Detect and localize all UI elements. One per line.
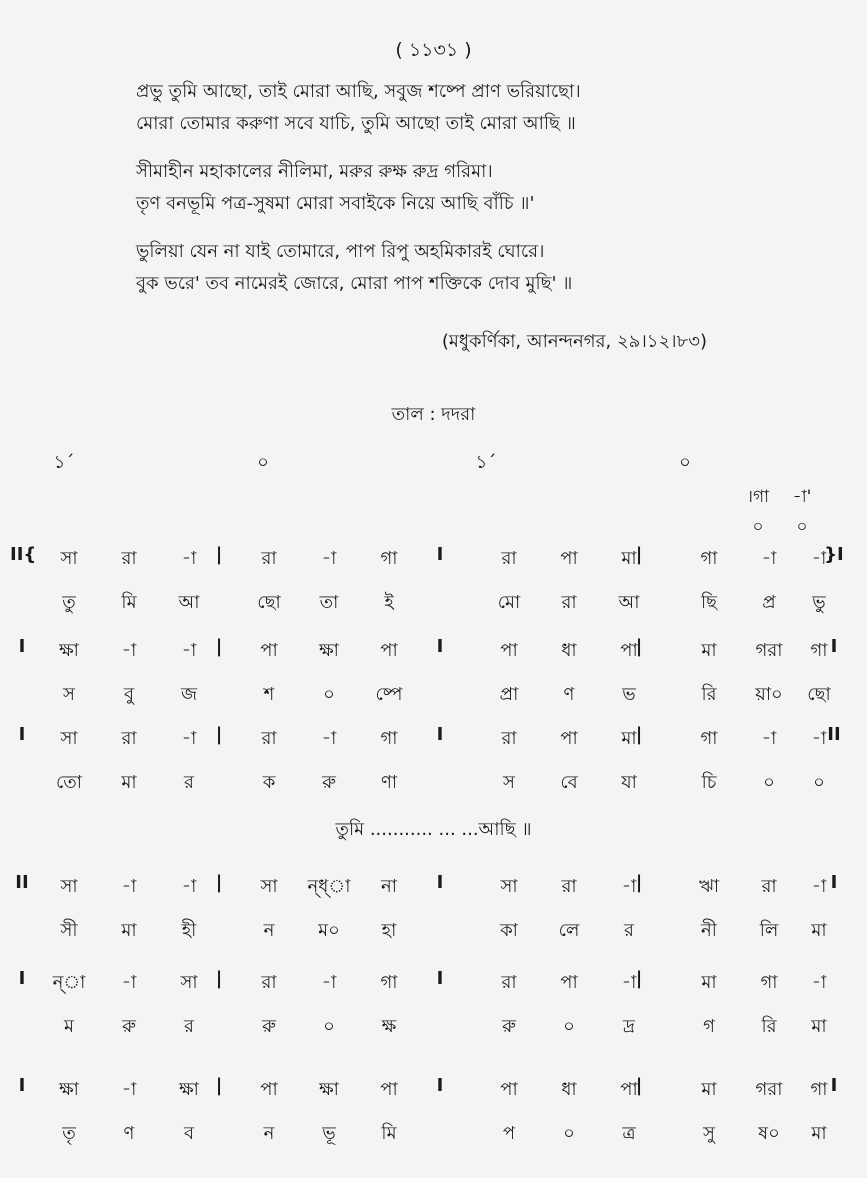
syllable-cell: মা <box>811 920 827 941</box>
syllable-cell: রা <box>561 592 577 613</box>
beat-mark: ১´ <box>475 452 497 473</box>
bar-line: | <box>635 968 643 989</box>
lyric-line: তৃণ বনভূমি পত্র-সুষমা মোরা সবাইকে নিয়ে আছি বাঁচি ॥' <box>136 193 535 214</box>
notation-row <box>0 636 867 670</box>
note-cell: গা <box>810 1079 828 1100</box>
page-number: ( ১১৩১ ) <box>395 39 472 61</box>
syllable-cell: ছো <box>257 592 281 613</box>
syllable-cell: চি <box>701 772 717 793</box>
syllable-cell: ক্ষ <box>381 1016 397 1037</box>
note-cell: পা <box>380 640 398 661</box>
syllable-cell: ০ <box>563 1016 575 1037</box>
syllable-cell: রি <box>701 684 717 705</box>
syllable-cell: ণ <box>123 1123 135 1144</box>
note-cell: গরা <box>755 640 783 661</box>
syllable-cell: ষ্পে <box>375 684 403 705</box>
note-cell: রা <box>121 728 137 749</box>
syllable-cell: ই <box>384 592 394 613</box>
note-cell: রা <box>261 548 277 569</box>
note-cell: -া <box>811 728 827 749</box>
note-cell: ক্ষা <box>319 640 339 661</box>
start-bar: I <box>18 968 26 989</box>
end-bar: I <box>830 636 838 657</box>
syllable-cell: ন <box>263 920 275 941</box>
pickup-syllable: ০ <box>796 517 808 537</box>
lyric-line: মোরা তোমার করুণা সবে যাচি, তুমি আছো তাই মোরা আছি ॥ <box>136 113 576 134</box>
syllable-row <box>0 1012 867 1046</box>
syllable-cell: মা <box>121 772 137 793</box>
bar-line: I <box>436 1075 444 1096</box>
note-cell: পা <box>560 972 578 993</box>
note-cell: গা <box>810 640 828 661</box>
syllable-cell: রু <box>322 772 336 793</box>
syllable-cell: সী <box>60 920 78 941</box>
syllable-cell: ণ <box>563 684 575 705</box>
note-cell: রা <box>121 548 137 569</box>
note-cell: ক্ষা <box>59 1079 79 1100</box>
notation-row <box>0 724 867 758</box>
lyric-line: ভুলিয়া যেন না যাই তোমারে, পাপ রিপু অহমিকারই ঘোরে। <box>136 241 545 262</box>
syllable-cell: মি <box>121 592 137 613</box>
tala-title: তাল : দদরা <box>391 404 476 425</box>
note-cell: -া <box>121 640 137 661</box>
end-bar: I <box>830 1075 838 1096</box>
end-bar: I <box>830 872 838 893</box>
syllable-row <box>0 916 867 950</box>
note-cell: -া <box>811 972 827 993</box>
note-cell: -া <box>181 640 197 661</box>
syllable-cell: তো <box>55 772 83 793</box>
note-cell: মা <box>701 1079 717 1100</box>
note-cell: ন্ধ্া <box>307 876 351 897</box>
note-cell: পা <box>620 1079 638 1100</box>
bar-line: | <box>635 872 643 893</box>
notation-row <box>0 872 867 906</box>
bar-line: | <box>215 544 223 565</box>
syllable-cell: হী <box>181 920 197 941</box>
note-cell: গা <box>380 548 398 569</box>
bar-line: | <box>635 636 643 657</box>
syllable-cell: নী <box>701 920 717 941</box>
note-cell: -া <box>811 548 827 569</box>
source-credit: (মধুকর্ণিকা, আনন্দনগর, ২৯।১২।৮৩) <box>441 331 707 352</box>
notation-row <box>0 968 867 1002</box>
note-cell: -া <box>321 972 337 993</box>
note-cell: ক্ষা <box>319 1079 339 1100</box>
syllable-cell: ছো <box>807 684 831 705</box>
syllable-cell: তৃ <box>62 1123 76 1144</box>
note-cell: -া <box>121 1079 137 1100</box>
start-bar: I <box>18 724 26 745</box>
note-cell: ধা <box>561 1079 577 1100</box>
note-cell: পা <box>380 1079 398 1100</box>
note-cell: রা <box>261 728 277 749</box>
syllable-cell: যা <box>621 772 637 793</box>
syllable-cell: মো <box>497 592 521 613</box>
start-bar: I <box>18 636 26 657</box>
syllable-cell: প <box>502 1123 516 1144</box>
beat-mark: ১´ <box>53 452 75 473</box>
note-cell: ঋা <box>698 876 720 897</box>
syllable-cell: কা <box>500 920 518 941</box>
syllable-cell: লে <box>558 920 580 941</box>
note-cell: -া <box>321 728 337 749</box>
syllable-cell: ণা <box>380 772 398 793</box>
note-cell: -া <box>181 876 197 897</box>
note-cell: গা <box>380 728 398 749</box>
syllable-cell: স <box>63 684 75 705</box>
note-cell: -া <box>181 548 197 569</box>
syllable-cell: বে <box>560 772 578 793</box>
note-cell: -া <box>121 972 137 993</box>
syllable-cell: ক <box>262 772 276 793</box>
syllable-cell: আ <box>178 592 200 613</box>
note-cell: গা <box>700 548 718 569</box>
syllable-cell: আ <box>618 592 640 613</box>
note-cell: পা <box>500 1079 518 1100</box>
note-cell: পা <box>500 640 518 661</box>
bar-line: | <box>215 968 223 989</box>
syllable-cell: মা <box>121 920 137 941</box>
bar-line: I <box>436 724 444 745</box>
syllable-cell: র <box>184 772 194 793</box>
syllable-cell: তু <box>62 592 76 613</box>
note-cell: পা <box>260 1079 278 1100</box>
syllable-cell: দ্র <box>623 1016 635 1037</box>
refrain-line: তুমি ........... ... ...আছি ॥ <box>335 819 532 840</box>
note-cell: মা <box>701 640 717 661</box>
note-cell: রা <box>501 728 517 749</box>
syllable-cell: লি <box>759 920 779 941</box>
syllable-cell: ছি <box>700 592 718 613</box>
beat-mark: ০ <box>257 452 269 473</box>
note-cell: ধা <box>561 640 577 661</box>
bar-line: | <box>215 636 223 657</box>
note-cell: সা <box>60 876 78 897</box>
note-cell: রা <box>501 548 517 569</box>
syllable-row <box>0 1119 867 1153</box>
syllable-cell: বু <box>123 684 135 705</box>
syllable-cell: প্রা <box>499 684 519 705</box>
note-cell: পা <box>560 728 578 749</box>
syllable-cell: শ <box>263 684 275 705</box>
pickup-note: ।গা <box>746 487 770 507</box>
notation-row <box>0 1075 867 1109</box>
note-cell: রা <box>561 876 577 897</box>
note-cell: সা <box>60 728 78 749</box>
lyric-line: বুক ভরে' তব নামেরই জোরে, মোরা পাপ শক্তিকে দোব মুছি' ॥ <box>136 273 573 294</box>
bar-line: I <box>436 968 444 989</box>
syllable-cell: য়া০ <box>755 684 783 705</box>
note-cell: রা <box>261 972 277 993</box>
note-cell: গরা <box>755 1079 783 1100</box>
syllable-cell: ষ০ <box>758 1123 780 1144</box>
lyrics-block <box>136 76 736 300</box>
note-cell: গা <box>700 728 718 749</box>
note-cell: গা <box>760 972 778 993</box>
start-bar: II{ <box>10 544 37 565</box>
syllable-row <box>0 680 867 714</box>
notation-row <box>0 544 867 578</box>
note-cell: মা <box>701 972 717 993</box>
syllable-cell: ম <box>64 1016 74 1037</box>
syllable-cell: জ <box>180 684 198 705</box>
note-cell: পা <box>560 548 578 569</box>
bar-line: | <box>215 1075 223 1096</box>
bar-line: I <box>436 872 444 893</box>
syllable-cell: ব <box>183 1123 195 1144</box>
syllable-cell: ন <box>263 1123 275 1144</box>
start-bar: II <box>15 872 29 893</box>
syllable-cell: রু <box>122 1016 136 1037</box>
note-cell: সা <box>260 876 278 897</box>
bar-line: I <box>436 636 444 657</box>
note-cell: -া <box>761 548 777 569</box>
bar-line: I <box>436 544 444 565</box>
syllable-cell: ম০ <box>318 920 340 941</box>
syllable-cell: মা <box>811 1123 827 1144</box>
note-cell: মা <box>621 548 637 569</box>
bar-line: | <box>635 1075 643 1096</box>
lyric-line: প্রভু তুমি আছো, তাই মোরা আছি, সবুজ শষ্পে প্রাণ ভরিয়াছো। <box>136 81 581 102</box>
syllable-cell: রি <box>761 1016 777 1037</box>
syllable-cell: ০ <box>563 1123 575 1144</box>
syllable-cell: প্র <box>762 592 776 613</box>
pickup-note: -া' <box>792 487 812 507</box>
note-cell: -া <box>181 728 197 749</box>
syllable-row <box>0 768 867 802</box>
syllable-row <box>0 588 867 622</box>
note-cell: সা <box>500 876 518 897</box>
note-cell: সা <box>60 548 78 569</box>
bar-line: | <box>215 872 223 893</box>
syllable-cell: ০ <box>323 1016 335 1037</box>
note-cell: -া <box>621 876 637 897</box>
bar-line: | <box>215 724 223 745</box>
syllable-cell: ভু <box>812 592 826 613</box>
syllable-cell: ০ <box>323 684 335 705</box>
syllable-cell: ত্র <box>622 1123 636 1144</box>
syllable-cell: রু <box>502 1016 516 1037</box>
note-cell: ন্া <box>52 972 86 993</box>
note-cell: রা <box>501 972 517 993</box>
note-cell: -া <box>321 548 337 569</box>
syllable-cell: সু <box>703 1123 715 1144</box>
note-cell: -া <box>121 876 137 897</box>
note-cell: মা <box>621 728 637 749</box>
note-cell: রা <box>761 876 777 897</box>
syllable-cell: মা <box>811 1016 827 1037</box>
bar-line: | <box>635 724 643 745</box>
note-cell: ক্ষা <box>179 1079 199 1100</box>
syllable-cell: তা <box>319 592 339 613</box>
note-cell: না <box>381 876 397 897</box>
syllable-cell: হা <box>381 920 397 941</box>
syllable-cell: গ <box>703 1016 715 1037</box>
syllable-cell: ভ <box>622 684 636 705</box>
syllable-cell: র <box>624 920 634 941</box>
note-cell: গা <box>380 972 398 993</box>
start-bar: I <box>18 1075 26 1096</box>
beat-mark: ০ <box>679 452 691 473</box>
bar-line: | <box>635 544 643 565</box>
lyric-line: সীমাহীন মহাকালের নীলিমা, মরুর রুক্ষ রুদ্র গরিমা। <box>136 161 493 182</box>
pickup-syllable: ০ <box>752 517 764 537</box>
note-cell: পা <box>260 640 278 661</box>
note-cell: সা <box>180 972 198 993</box>
syllable-cell: ০ <box>763 772 775 793</box>
syllable-cell: মি <box>381 1123 397 1144</box>
note-cell: পা <box>620 640 638 661</box>
note-cell: -া <box>811 876 827 897</box>
syllable-cell: স <box>503 772 515 793</box>
note-cell: ক্ষা <box>59 640 79 661</box>
note-cell: -া <box>621 972 637 993</box>
syllable-cell: র <box>184 1016 194 1037</box>
syllable-cell: রু <box>262 1016 276 1037</box>
end-bar: II <box>827 724 841 745</box>
syllable-cell: ভূ <box>322 1123 336 1144</box>
note-cell: -া <box>761 728 777 749</box>
syllable-cell: ০ <box>813 772 825 793</box>
end-bar: }I <box>824 544 844 565</box>
